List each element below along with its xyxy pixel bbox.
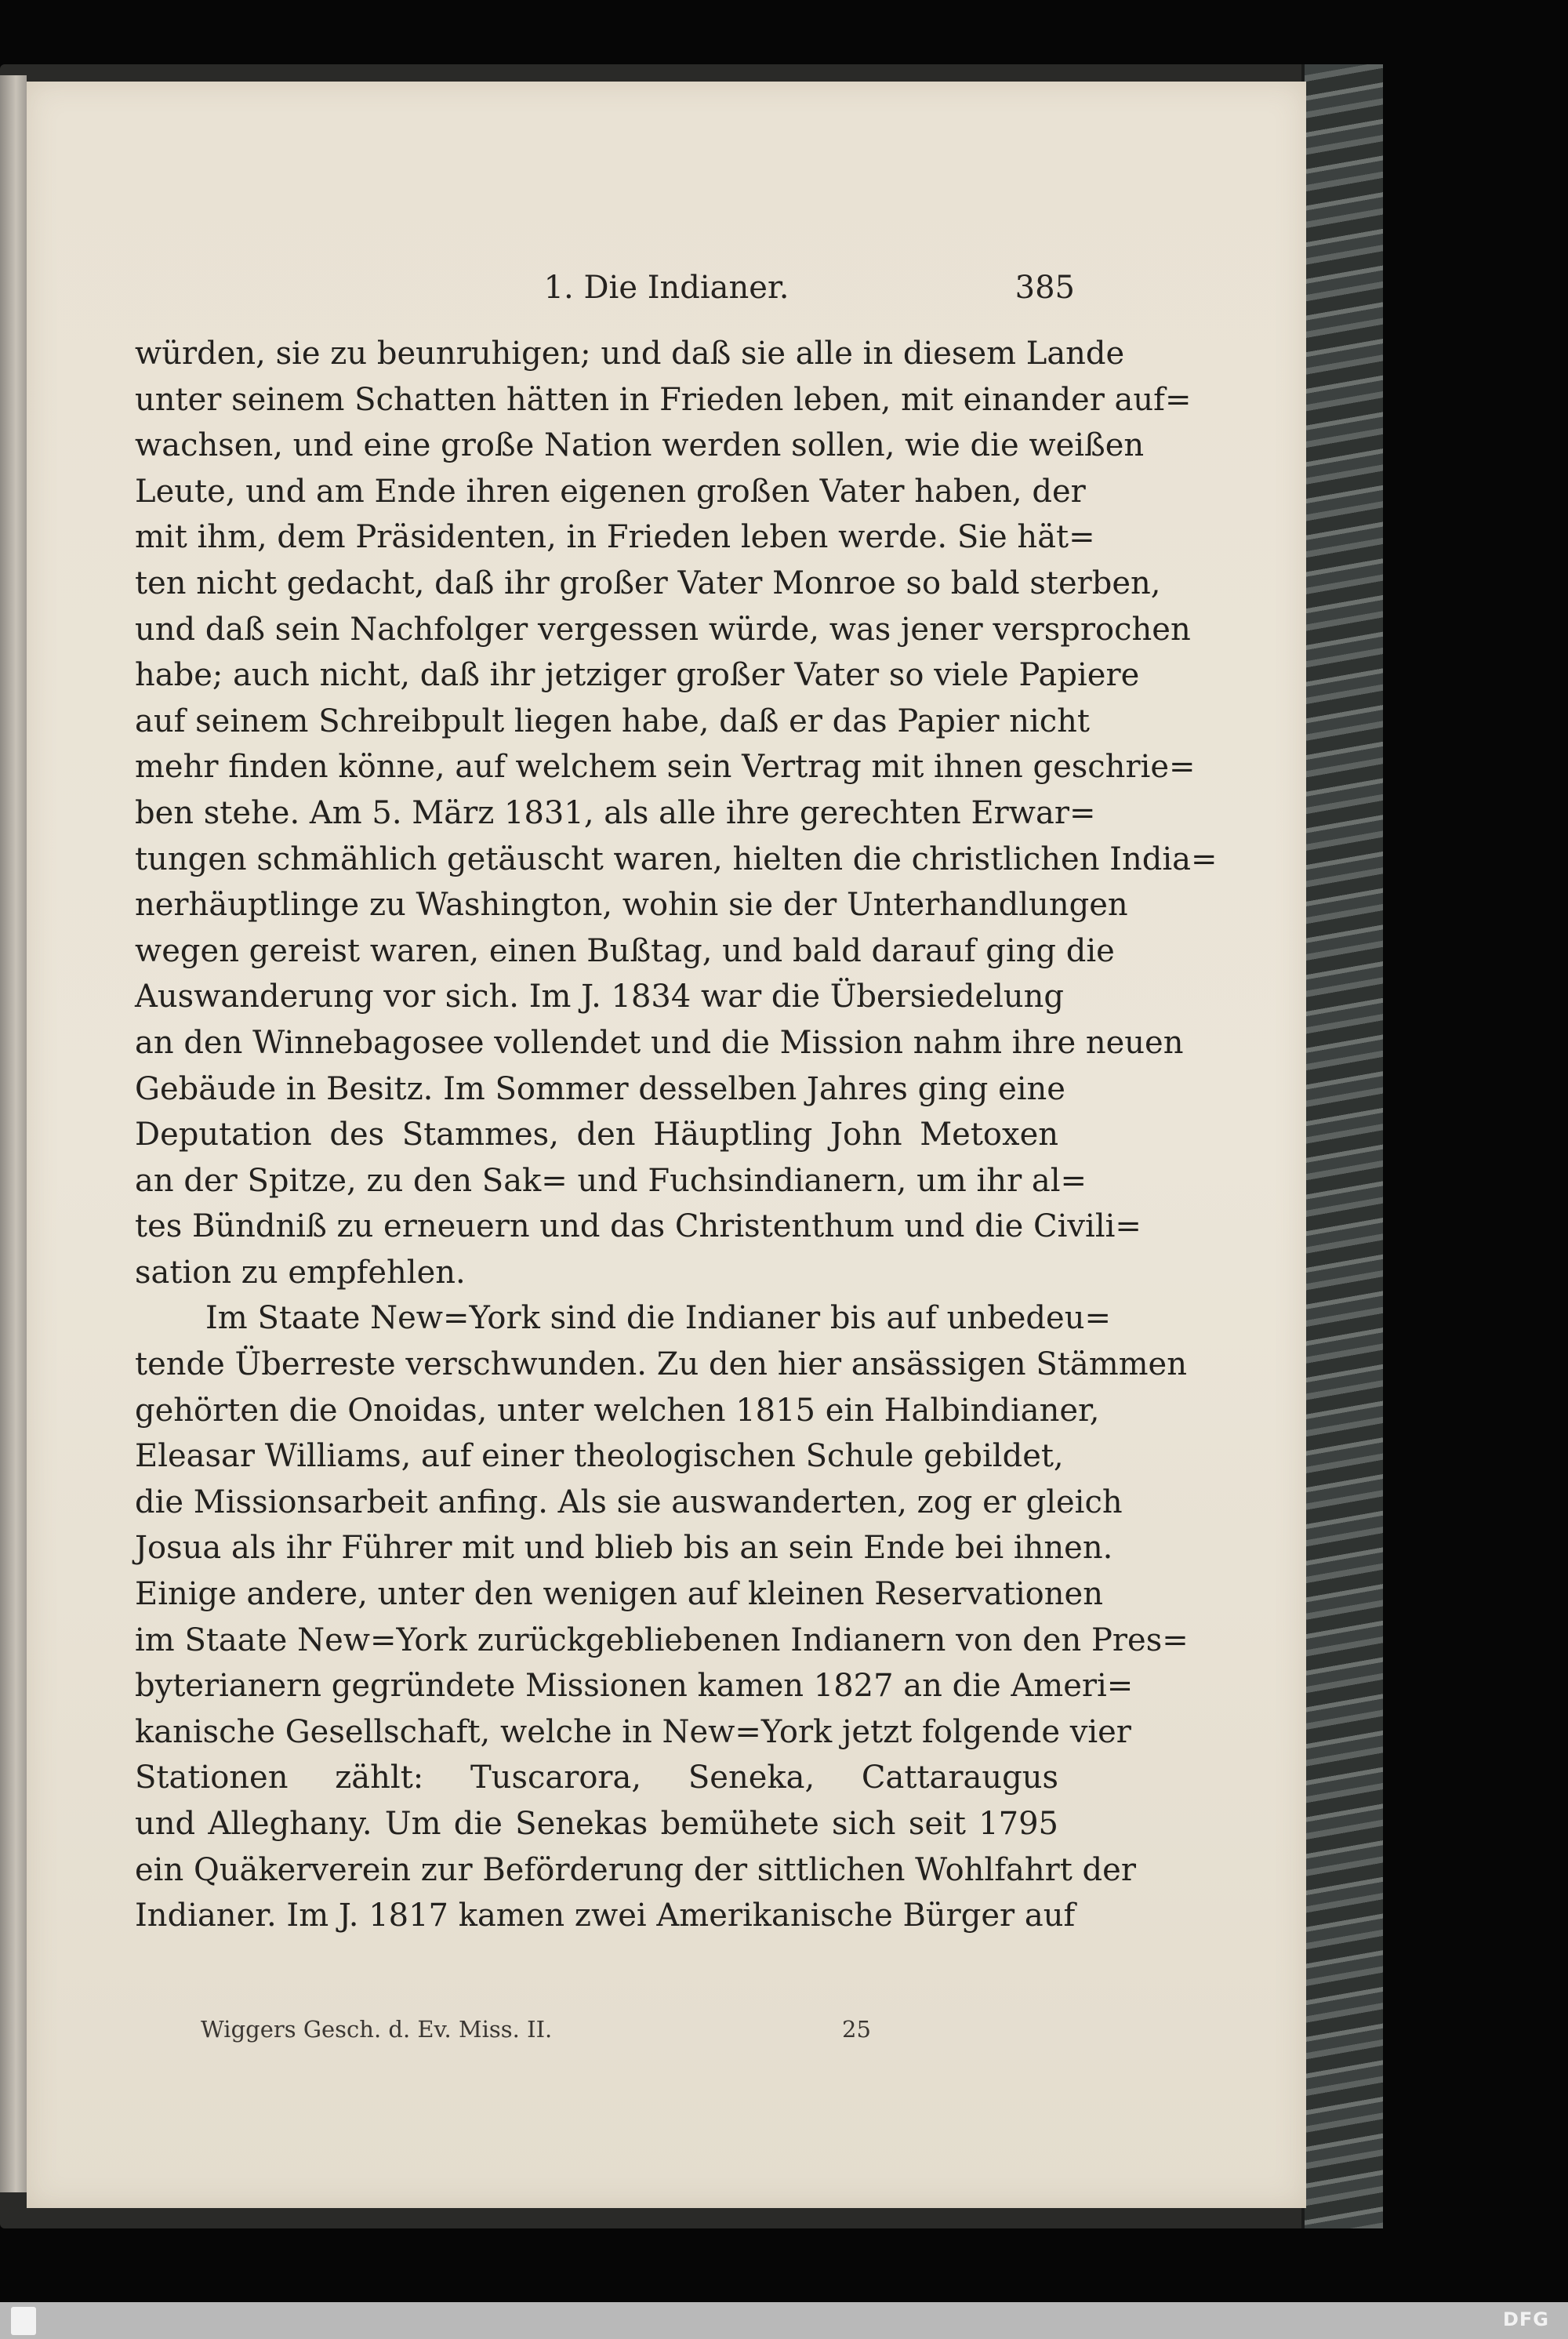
library-logo-icon — [11, 2307, 36, 2335]
page-stack-edge — [0, 75, 27, 2192]
text-line: wachsen, und eine große Nation werden sollen, wie die weißen — [135, 427, 1145, 464]
text-line: an der Spitze, zu den Sak= und Fuchsindianern, um ihr al= — [135, 1162, 1087, 1199]
text-line: Leute, und am Ende ihren eigenen großen Vater haben, der — [135, 473, 1086, 510]
page-footer — [27, 2016, 1306, 2047]
text-line: sation zu empfehlen. — [135, 1254, 466, 1291]
text-line: mehr finden könne, auf welchem sein Vertrag mit ihnen geschrie= — [135, 749, 1196, 786]
text-line: gehörten die Onoidas, unter welchen 1815 ein Halbindianer, — [135, 1392, 1100, 1429]
viewer-status-bar — [0, 2302, 1568, 2339]
dfg-logo: DFG — [1502, 2308, 1549, 2330]
footer-book-title: Wiggers Gesch. d. Ev. Miss. II. — [201, 2016, 553, 2043]
text-line: Josua als ihr Führer mit und blieb bis an sein Ende bei ihnen. — [135, 1530, 1113, 1567]
text-line: ein Quäkerverein zur Beförderung der sittlichen Wohlfahrt der — [135, 1851, 1136, 1888]
text-line: wegen gereist waren, einen Bußtag, und bald darauf ging die — [135, 932, 1115, 969]
text-line: würden, sie zu beunruhigen; und daß sie alle in diesem Lande — [135, 336, 1125, 372]
text-line: und Alleghany. Um die Senekas bemühete sich seit 1795 — [135, 1806, 1058, 1842]
signature-mark: 25 — [842, 2016, 871, 2043]
page-number: 385 — [1014, 270, 1075, 306]
text-line: die Missionsarbeit anfing. Als sie auswanderten, zog er gleich — [135, 1484, 1123, 1520]
text-line: Auswanderung vor sich. Im J. 1834 war die Übersiedelung — [135, 979, 1065, 1015]
text-line: Einige andere, unter den wenigen auf kleinen Reservationen — [135, 1576, 1103, 1613]
text-line: tungen schmählich getäuscht waren, hielten die christlichen India= — [135, 841, 1218, 877]
text-line: Im Staate New=York sind die Indianer bis auf unbedeu= — [205, 1300, 1111, 1337]
text-line: mit ihm, dem Präsidenten, in Frieden leben werde. Sie hät= — [135, 519, 1095, 556]
text-line: habe; auch nicht, daß ihr jetziger großer Vater so viele Papiere — [135, 657, 1140, 694]
text-line: Eleasar Williams, auf einer theologischen Schule gebildet, — [135, 1438, 1064, 1475]
body-text — [135, 331, 1218, 1939]
text-line: nerhäuptlinge zu Washington, wohin sie der Unterhandlungen — [135, 887, 1128, 924]
text-line: tende Überreste verschwunden. Zu den hier ansässigen Stämmen — [135, 1346, 1187, 1383]
text-line: ten nicht gedacht, daß ihr großer Vater Monroe so bald sterben, — [135, 565, 1161, 601]
text-line: Stationen zählt: Tuscarora, Seneka, Cattaraugus — [135, 1760, 1058, 1796]
book-page — [27, 82, 1306, 2208]
running-title: 1. Die Indianer. — [543, 270, 789, 306]
text-line: Deputation des Stammes, den Häuptling John Metoxen — [135, 1117, 1058, 1153]
text-line: unter seinem Schatten hätten in Frieden leben, mit einander auf= — [135, 381, 1192, 418]
text-line: und daß sein Nachfolger vergessen würde, was jener versprochen — [135, 611, 1191, 648]
book-board-edge — [1301, 64, 1383, 2228]
text-line: byterianern gegründete Missionen kamen 1827 an die Ameri= — [135, 1668, 1134, 1705]
running-header — [27, 270, 1306, 317]
text-line: auf seinem Schreibpult liegen habe, daß er das Papier nicht — [135, 703, 1090, 739]
text-line: tes Bündniß zu erneuern und das Christenthum und die Civili= — [135, 1208, 1142, 1245]
text-line: ben stehe. Am 5. März 1831, als alle ihre gerechten Erwar= — [135, 794, 1096, 831]
text-line: kanische Gesellschaft, welche in New=York jetzt folgende vier — [135, 1713, 1131, 1750]
text-line: an den Winnebagosee vollendet und die Mission nahm ihre neuen — [135, 1024, 1184, 1061]
text-line: Gebäude in Besitz. Im Sommer desselben Jahres ging eine — [135, 1070, 1065, 1107]
text-line: Indianer. Im J. 1817 kamen zwei Amerikanische Bürger auf — [135, 1898, 1076, 1934]
text-line: im Staate New=York zurückgebliebenen Indianern von den Pres= — [135, 1622, 1189, 1658]
